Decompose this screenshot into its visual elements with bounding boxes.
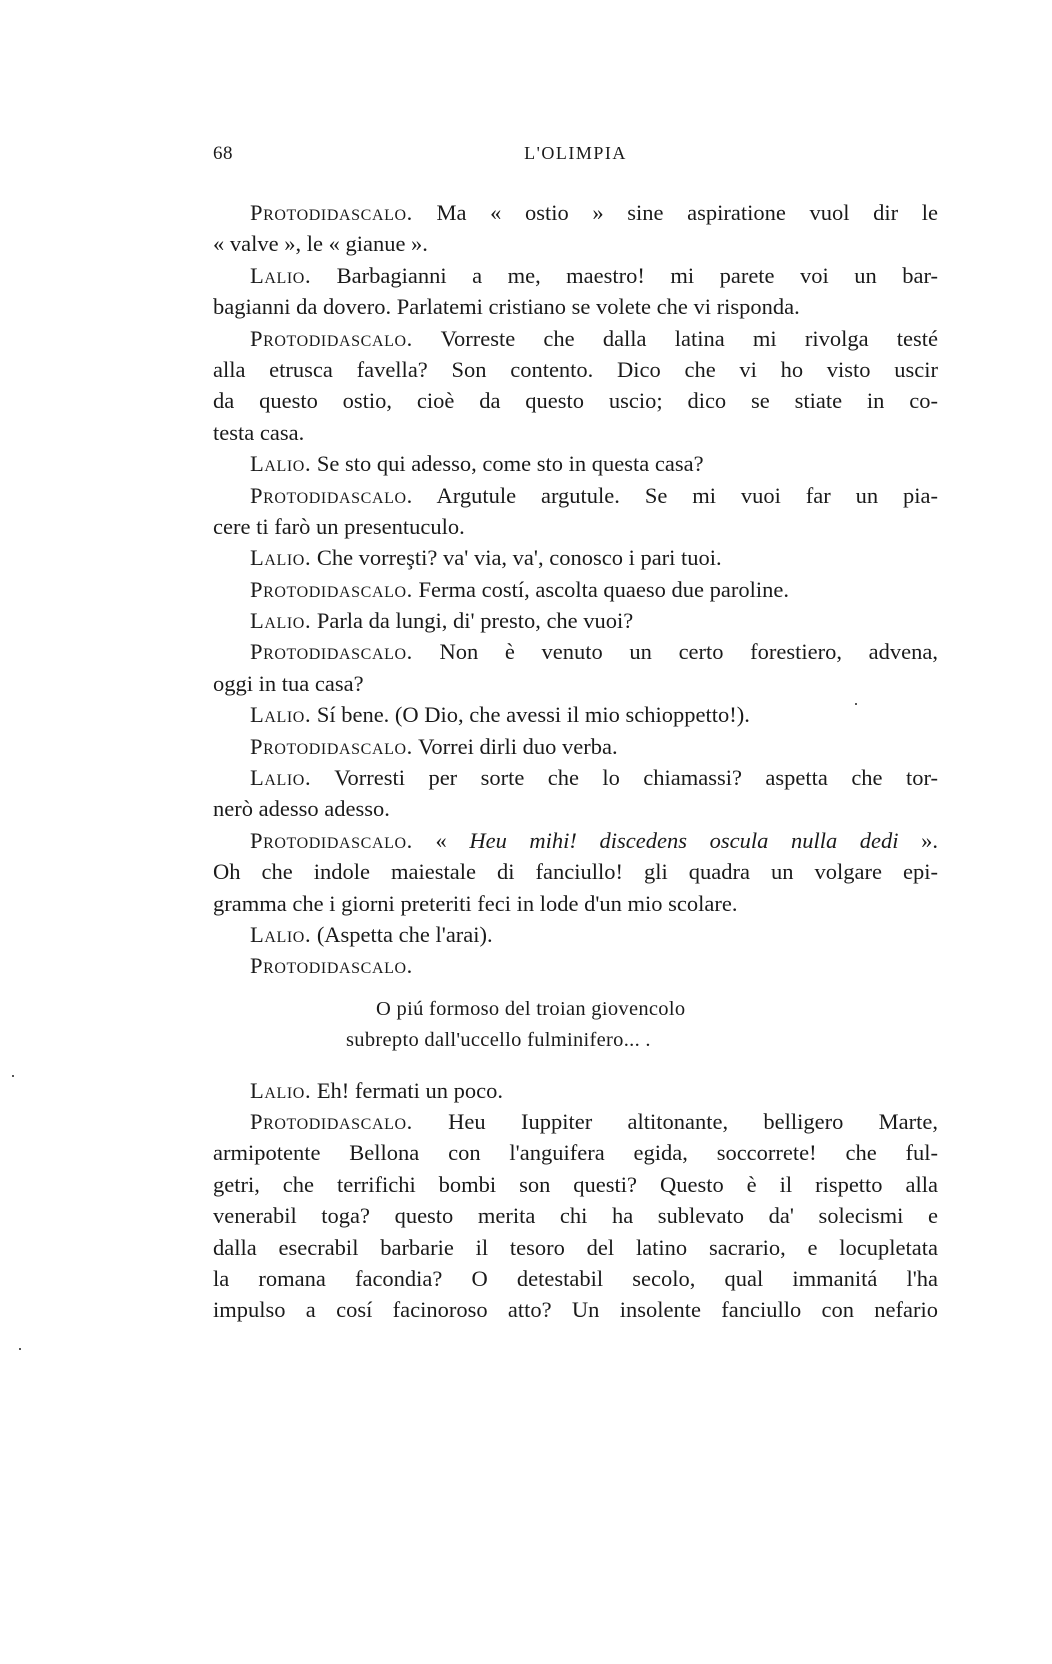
text-line — [213, 888, 938, 919]
scan-speck — [19, 1348, 21, 1350]
speech-line — [213, 1106, 938, 1137]
line-text: Ferma costí, ascolta quaeso due paroline. — [418, 576, 789, 602]
line-text: nerò adesso adesso. — [213, 796, 390, 822]
line-text: bagianni da dovero. Parlatemi cristiano se volete che vi risponda. — [213, 294, 800, 320]
speaker-name: Lalio. — [250, 765, 312, 791]
line-text: cere ti farò un presentuculo. — [213, 513, 465, 539]
line-text: testa casa. — [213, 419, 305, 445]
speech-line — [213, 542, 938, 573]
body-text — [213, 197, 938, 1326]
verse-line: subrepto dall'uccello fulminifero... . — [346, 1029, 651, 1052]
line-text: Argutule argutule. Se mi vuoi far un pia- — [436, 482, 938, 508]
line-text: dalla esecrabil barbarie il tesoro del latino sacrario, e locupletata — [213, 1234, 938, 1260]
line-text: Parla da lungi, di' presto, che vuoi? — [316, 608, 634, 634]
page-number: 68 — [213, 143, 233, 164]
speaker-name: Protodidascalo. — [250, 827, 413, 853]
line-text: oggi in tua casa? — [213, 670, 364, 696]
speech-line — [213, 636, 938, 667]
speaker-name: Protodidascalo. — [250, 576, 413, 602]
speaker-name: Protodidascalo. — [250, 733, 413, 759]
speech-line — [213, 919, 938, 950]
speech-line — [213, 448, 938, 479]
speech-line — [213, 480, 938, 511]
line-text: Barbagianni a me, maestro! mi parete voi un bar- — [336, 262, 938, 288]
line-text: impulso a cosí facinoroso atto? Un insolente fanciullo con nefario — [213, 1297, 938, 1323]
line-text: Heu Iuppiter altitonante, belligero Marte, — [448, 1108, 939, 1134]
speaker-name: Protodidascalo. — [250, 953, 413, 979]
text-line — [213, 1232, 938, 1263]
text-line — [213, 511, 938, 542]
text-line — [213, 1169, 938, 1200]
speaker-name: Lalio. — [250, 921, 312, 947]
line-text: Ma « ostio » sine aspiratione vuol dir le — [436, 200, 938, 225]
line-text: Eh! fermati un poco. — [316, 1077, 503, 1103]
line-text: Non è venuto un certo forestiero, advena, — [439, 639, 938, 665]
text-line — [213, 1200, 938, 1231]
speech-line — [213, 197, 938, 228]
speech-line — [213, 323, 938, 354]
speaker-name: Lalio. — [250, 451, 312, 477]
text-line — [213, 417, 938, 448]
verse-line: O piú formoso del troian giovencolo — [376, 997, 686, 1020]
line-text: armipotente Bellona con l'anguifera egida, soccorrete! che ful- — [213, 1140, 938, 1166]
speaker-name: Lalio. — [250, 545, 312, 571]
text-line — [213, 354, 938, 385]
line-text: Se sto qui adesso, come sto in questa casa? — [316, 451, 704, 477]
scan-speck — [855, 703, 857, 705]
running-title: L'OLIMPIA — [524, 143, 627, 163]
dialogue-lines-continued — [213, 1075, 938, 1326]
verse-quotation — [213, 994, 938, 1057]
speaker-name: Lalio. — [250, 702, 312, 728]
text-line — [213, 385, 938, 416]
speaker-name: Protodidascalo. — [250, 325, 413, 351]
line-text: Oh che indole maiestale di fanciullo! gli quadra un volgare epi- — [213, 859, 938, 885]
speaker-name: Protodidascalo. — [250, 200, 413, 225]
line-text: alla etrusca favella? Son contento. Dico che vi ho visto uscir — [213, 356, 938, 382]
speaker-name: Protodidascalo. — [250, 482, 413, 508]
speech-line — [213, 605, 938, 636]
speech-line — [213, 574, 938, 605]
line-text: venerabil toga? questo merita chi ha sublevato da' solecismi e — [213, 1203, 938, 1229]
text-line — [213, 856, 938, 887]
quote-open: « — [435, 827, 470, 853]
text-line — [213, 1294, 938, 1325]
speech-line — [213, 825, 938, 856]
speech-line — [213, 699, 938, 730]
line-text: da questo ostio, cioè da questo uscio; dico se stiate in co- — [213, 388, 938, 414]
text-line — [213, 228, 938, 259]
speech-line — [213, 731, 938, 762]
text-line — [213, 668, 938, 699]
text-line — [213, 1263, 938, 1294]
speech-line — [213, 1075, 938, 1106]
quote-close: ». — [898, 827, 939, 853]
line-text: Vorrei dirli duo verba. — [418, 733, 618, 759]
text-line — [213, 291, 938, 322]
speaker-name: Protodidascalo. — [250, 1108, 413, 1134]
speech-line — [213, 762, 938, 793]
line-text: (Aspetta che l'arai). — [316, 921, 493, 947]
speaker-name: Lalio. — [250, 262, 312, 288]
text-line — [213, 793, 938, 824]
line-text: Vorresti per sorte che lo chiamassi? aspetta che tor- — [334, 765, 938, 791]
dialogue-lines — [213, 197, 938, 982]
speaker-name: Lalio. — [250, 608, 312, 634]
speaker-name: Protodidascalo. — [250, 639, 413, 665]
line-text: Sí bene. (O Dio, che avessi il mio schioppetto!). — [316, 702, 750, 728]
text-line — [213, 1137, 938, 1168]
line-text: la romana facondia? O detestabil secolo, qual immanitá l'ha — [213, 1265, 938, 1291]
line-text: « valve », le « gianue ». — [213, 231, 428, 257]
running-head — [213, 143, 938, 169]
line-text: gramma che i giorni preteriti feci in lode d'un mio scolare. — [213, 890, 738, 916]
speech-line — [213, 260, 938, 291]
scan-speck — [12, 1075, 14, 1077]
line-text: getri, che terrifichi bombi son questi? Questo è il rispetto alla — [213, 1171, 938, 1197]
speaker-name: Lalio. — [250, 1077, 312, 1103]
speech-line — [213, 950, 938, 981]
line-text: Vorreste che dalla latina mi rivolga testé — [440, 325, 939, 351]
latin-quotation: Heu mihi! discedens oscula nulla dedi — [469, 827, 899, 853]
line-text: Che vorreşti? va' via, va', conosco i pari tuoi. — [316, 545, 722, 571]
